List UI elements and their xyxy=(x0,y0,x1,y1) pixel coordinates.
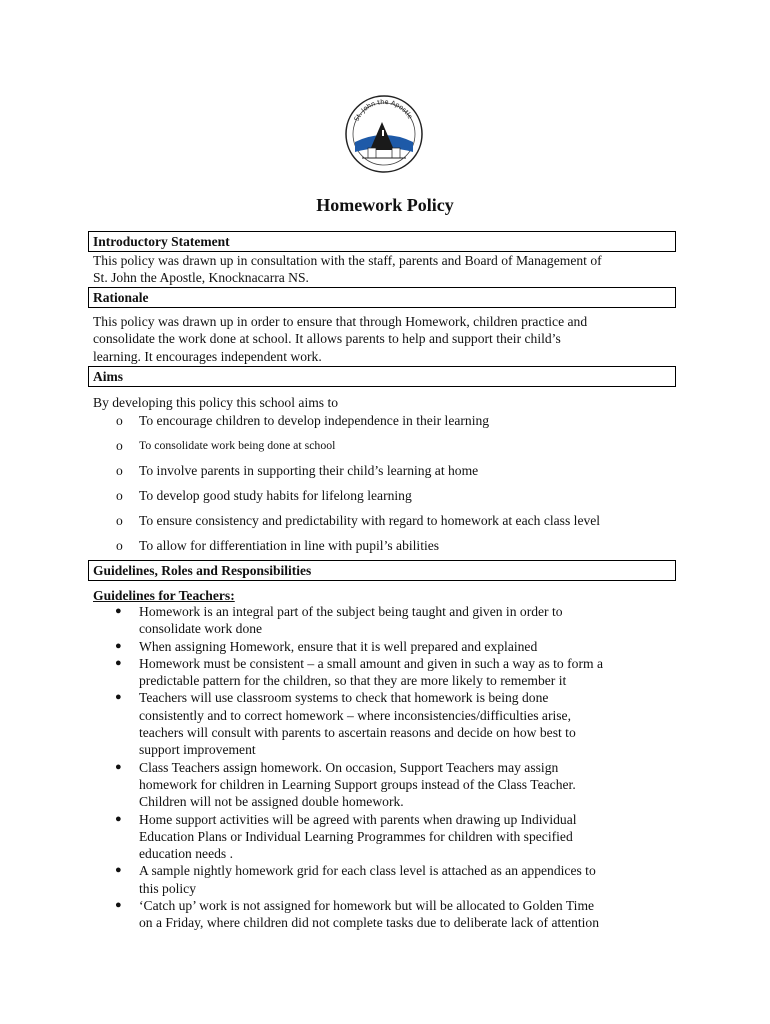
rationale-line: learning. It encourages independent work. xyxy=(93,348,322,364)
circle-bullet-icon: o xyxy=(116,513,123,528)
list-item: o To consolidate work being done at school xyxy=(116,438,336,453)
circle-bullet-icon: o xyxy=(116,438,123,453)
aims-list xyxy=(93,412,683,562)
circle-bullet-icon: o xyxy=(116,488,123,503)
list-item: o To ensure consistency and predictability with regard to homework at each class level xyxy=(116,513,601,528)
bullet-icon: ● xyxy=(115,864,122,877)
list-item: ● When assigning Homework, ensure that it is well prepared and explained xyxy=(115,638,538,654)
section-heading-rationale: Rationale xyxy=(88,287,676,308)
list-item: ● Home support activities will be agreed with parents when drawing up Individual Education Plans or Individual Learning Programmes for children with specified education needs . xyxy=(115,811,577,862)
bullet-icon: ● xyxy=(115,639,122,652)
list-item: o To involve parents in supporting their child’s learning at home xyxy=(116,463,479,478)
list-item: ● Teachers will use classroom systems to check that homework is being done consistently and to correct homework – where inconsistencies/difficulties arise, teachers will consult with parents to ascertain reasons and decide on how best to support improvement xyxy=(115,690,576,758)
bullet-icon: ● xyxy=(115,656,122,669)
list-item: ● Homework is an integral part of the subject being taught and given in order to consolidate work done xyxy=(115,604,563,637)
bullet-icon: ● xyxy=(115,812,122,825)
bullet-icon: ● xyxy=(115,760,122,773)
list-item: ● ‘Catch up’ work is not assigned for homework but will be allocated to Golden Time on a Friday, where children did not complete tasks due to deliberate lack of attention xyxy=(115,898,600,931)
bullet-icon: ● xyxy=(115,605,122,617)
page-title: Homework Policy xyxy=(316,195,454,215)
list-item: ● Class Teachers assign homework. On occasion, Support Teachers may assign homework for children in Learning Support groups instead of the Class Teacher. Children will not be assigned double homework. xyxy=(115,759,576,810)
guidelines-subheading: Guidelines for Teachers: xyxy=(93,588,235,603)
guidelines-list xyxy=(93,603,683,932)
rationale-line: consolidate the work done at school. It allows parents to help and support their child’s xyxy=(93,331,561,347)
bullet-icon: ● xyxy=(115,899,122,912)
intro-line: St. John the Apostle, Knocknacarra NS. xyxy=(93,270,309,286)
list-item: ● A sample nightly homework grid for each class level is attached as an appendices to this policy xyxy=(115,863,596,896)
crest-text: St. John the Apostle xyxy=(352,97,415,123)
rationale-line: This policy was drawn up in order to ensure that through Homework, children practice and xyxy=(93,314,588,329)
circle-bullet-icon: o xyxy=(116,413,123,428)
circle-bullet-icon: o xyxy=(116,463,123,478)
circle-bullet-icon: o xyxy=(116,538,123,553)
section-heading-aims: Aims xyxy=(88,366,676,387)
rationale-paragraph xyxy=(93,313,683,365)
list-item: o To allow for differentiation in line with pupil’s abilities xyxy=(116,538,440,553)
bullet-icon: ● xyxy=(115,691,122,704)
list-item: o To encourage children to develop independence in their learning xyxy=(116,413,490,428)
section-heading-guidelines: Guidelines, Roles and Responsibilities xyxy=(88,560,676,581)
list-item: ● Homework must be consistent – a small amount and given in such a way as to form a predictable pattern for the children, so that they are more likely to remember it xyxy=(115,655,603,689)
section-heading-intro: Introductory Statement xyxy=(88,231,676,252)
intro-paragraph xyxy=(93,252,683,287)
aims-intro: By developing this policy this school aims to xyxy=(93,395,339,410)
school-crest-logo xyxy=(342,92,426,176)
list-item: o To develop good study habits for lifelong learning xyxy=(116,488,412,503)
intro-line: This policy was drawn up in consultation with the staff, parents and Board of Management of xyxy=(93,253,602,268)
